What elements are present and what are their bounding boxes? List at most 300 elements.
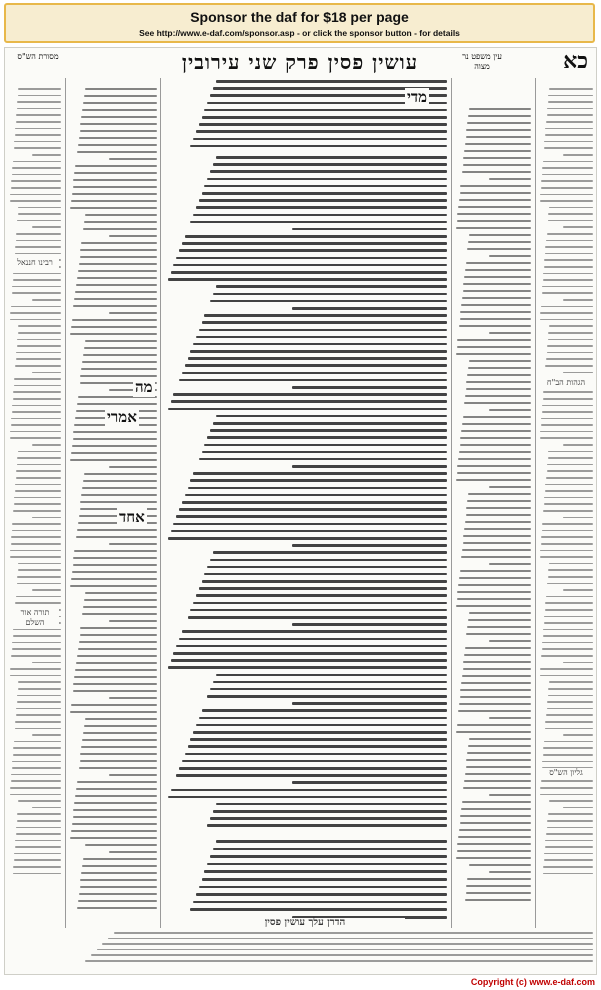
text-line [179,508,447,511]
text-line [76,536,157,538]
text-line [15,721,61,723]
text-line [85,340,157,342]
text-line [202,878,447,881]
text-line [459,829,531,831]
text-line [11,774,61,776]
text-line [460,570,531,572]
text-line [74,298,157,300]
text-line [83,354,157,356]
text-line [462,297,531,299]
text-line [15,846,61,848]
text-line [190,908,447,911]
text-line [563,662,593,664]
sponsor-title: Sponsor the daf for $18 per page [190,9,409,25]
text-line [76,284,157,286]
text-line [74,172,157,174]
text-line [459,199,531,201]
text-line [542,761,593,763]
text-line [545,602,593,604]
text-line [549,88,593,90]
text-line [210,429,447,432]
text-line [457,213,531,215]
text-line [193,731,447,734]
text-line [12,530,61,532]
text-line [15,602,61,604]
text-line [545,365,593,367]
text-line [216,840,447,843]
text-line [548,213,593,215]
text-line [457,850,531,852]
text-line [71,704,157,706]
text-line [12,642,61,644]
text-line [202,192,447,195]
text-line [548,569,593,571]
text-line [171,271,447,274]
text-line [193,214,447,217]
keyword-echad: אחד [119,508,145,526]
text-line [196,724,447,727]
text-line [563,517,593,519]
text-line [78,144,157,146]
text-line [489,563,531,565]
text-line [79,137,157,139]
text-line [543,873,593,875]
text-line [85,88,157,90]
page-title: עושין פסין פרק שני עירובין [181,50,419,74]
text-line [541,306,593,308]
text-line [13,629,61,631]
text-line [81,494,157,496]
text-line [543,161,593,163]
text-line [12,767,61,769]
text-line [292,544,447,547]
text-line [545,840,593,842]
text-line [12,405,61,407]
text-line [541,536,593,538]
text-line [546,240,593,242]
text-line [458,710,531,712]
text-line [77,277,157,279]
text-line [188,616,447,619]
text-line [457,843,531,845]
text-line [465,269,531,271]
text-line [11,780,61,782]
text-line [10,312,61,314]
text-line [489,255,531,257]
text-line [190,738,447,741]
text-line [83,606,157,608]
text-line [12,761,61,763]
text-line [464,780,531,782]
text-line [459,325,531,327]
text-line [540,675,593,677]
text-line [10,200,61,202]
sponsor-subtitle[interactable]: See http://www.e-daf.com/sponsor.asp - or click the sponsor button - for details [139,28,460,38]
text-line [32,226,61,228]
text-line [292,307,447,310]
text-line [182,372,447,375]
text-line [456,227,531,229]
text-line [457,472,531,474]
text-line [292,781,447,784]
text-line [545,484,593,486]
text-line [91,954,593,956]
text-line [15,490,61,492]
text-line [17,813,61,815]
text-line [542,642,593,644]
text-line [544,147,593,149]
text-line [11,180,61,182]
text-line [213,551,447,554]
text-line [75,795,157,797]
text-line [460,815,531,817]
text-line [16,114,61,116]
text-line [463,542,531,544]
text-line [469,234,531,236]
text-line [547,820,593,822]
text-line [15,484,61,486]
text-line [460,822,531,824]
copyright-link[interactable]: Copyright (c) www.e-daf.com [470,977,595,987]
sponsor-banner[interactable] [4,3,595,43]
text-line [16,352,61,354]
text-line [73,305,157,307]
text-line [11,424,61,426]
text-line [469,864,531,866]
text-line [16,714,61,716]
text-line [32,444,61,446]
text-line [171,659,447,662]
text-line [73,179,157,181]
text-line [541,187,593,189]
text-line [467,626,531,628]
text-line [171,530,447,533]
text-line [456,857,531,859]
text-line [458,584,531,586]
text-line [457,220,531,222]
text-line [465,773,531,775]
text-line [32,299,61,301]
text-line [85,718,157,720]
text-line [456,605,531,607]
text-line [11,306,61,308]
text-line [78,648,157,650]
text-line [563,154,593,156]
text-line [168,666,447,669]
text-line [85,960,593,962]
text-line [176,515,447,518]
text-line [542,648,593,650]
text-line [463,283,531,285]
text-line [73,690,157,692]
text-line [13,161,61,163]
text-line [563,444,593,446]
text-line [489,486,531,488]
text-line [458,458,531,460]
text-line [16,833,61,835]
text-line [81,368,157,370]
text-line [190,479,447,482]
text-line [216,674,447,677]
text-line [540,431,593,433]
text-line [17,101,61,103]
text-line [71,200,157,202]
text-line [16,240,61,242]
text-line [14,859,61,861]
text-line [465,647,531,649]
text-line [541,543,593,545]
text-line [204,185,447,188]
text-line [80,879,157,881]
text-line [468,367,531,369]
text-line [542,174,593,176]
text-line [12,648,61,650]
text-line [80,627,157,629]
text-line [176,257,447,260]
text-line [13,273,61,275]
text-line [543,510,593,512]
text-line [547,470,593,472]
text-line [202,451,447,454]
text-line [458,206,531,208]
text-line [210,300,447,303]
column-rule [451,78,452,928]
text-line [461,304,531,306]
text-line [548,695,593,697]
text-line [176,645,447,648]
text-line [80,256,157,258]
text-line [171,400,447,403]
text-line [17,583,61,585]
text-line [543,279,593,281]
text-line [71,830,157,832]
text-line [12,286,61,288]
daf-number: כא [563,48,588,74]
text-line [71,452,157,454]
text-line [466,381,531,383]
text-line [72,193,157,195]
text-line [547,108,593,110]
text-line [173,264,447,267]
text-line [109,312,157,314]
gilyon-label: גליון הש"ס [539,768,593,778]
text-line [16,233,61,235]
text-line [489,332,531,334]
text-line [461,430,531,432]
text-line [541,780,593,782]
text-line [540,194,593,196]
text-line [18,95,61,97]
text-line [457,724,531,726]
text-line [465,521,531,523]
text-line [109,235,157,237]
text-line [204,109,447,112]
text-line [97,949,593,951]
text-line [15,840,61,842]
text-line [457,465,531,467]
text-line [468,493,531,495]
text-line [193,343,447,346]
text-line [458,836,531,838]
text-line [83,732,157,734]
text-line [10,194,61,196]
text-line [456,731,531,733]
text-line [190,609,447,612]
text-line [18,88,61,90]
text-line [71,578,157,580]
text-line [544,259,593,261]
text-line [547,114,593,116]
ein-mishpat-column [539,88,593,928]
text-line [80,123,157,125]
text-line [196,336,447,339]
text-line [32,734,61,736]
text-line [202,116,447,119]
text-line [548,576,593,578]
text-line [544,622,593,624]
text-line [73,683,157,685]
text-line [16,470,61,472]
text-line [10,556,61,558]
text-line [544,853,593,855]
text-line [210,559,447,562]
text-line [199,886,447,889]
text-line [14,141,61,143]
text-line [13,635,61,637]
text-line [460,696,531,698]
text-line [188,487,447,490]
text-line [213,681,447,684]
text-line [10,787,61,789]
text-line [207,436,447,439]
text-line [460,318,531,320]
text-line [544,616,593,618]
text-line [466,388,531,390]
text-line [16,358,61,360]
text-line [548,457,593,459]
text-line [75,165,157,167]
text-line [207,178,447,181]
text-line [18,213,61,215]
text-line [548,688,593,690]
text-line [11,655,61,657]
text-line [547,352,593,354]
text-line [188,357,447,360]
text-line [464,654,531,656]
text-line [12,411,61,413]
text-line [13,754,61,756]
text-line [463,535,531,537]
text-line [17,701,61,703]
text-line [216,80,447,83]
text-line [460,437,531,439]
text-line [207,863,447,866]
text-line [17,695,61,697]
text-line [466,507,531,509]
text-line [80,634,157,636]
text-line [81,746,157,748]
text-line [193,901,447,904]
text-line [548,451,593,453]
text-line [544,497,593,499]
text-line [173,393,447,396]
text-line [216,285,447,288]
text-line [77,907,157,909]
text-line [292,702,447,705]
text-line [468,115,531,117]
text-line [17,220,61,222]
text-line [16,708,61,710]
text-line [82,487,157,489]
text-line [75,669,157,671]
text-line [540,312,593,314]
text-line [459,577,531,579]
text-line [14,385,61,387]
text-line [540,787,593,789]
text-line [32,589,61,591]
text-line [78,270,157,272]
keyword-amri: אמרי [107,408,137,426]
text-line [460,444,531,446]
text-line [463,157,531,159]
text-line [545,246,593,248]
text-line [74,802,157,804]
rashi-column [455,108,531,928]
text-line [546,833,593,835]
text-line [18,332,61,334]
text-line [18,681,61,683]
text-line [179,767,447,770]
text-line [544,266,593,268]
text-line [292,623,447,626]
text-line [83,102,157,104]
text-line [84,95,157,97]
text-line [32,372,61,374]
text-line [202,709,447,712]
text-line [11,418,61,420]
text-line [168,537,447,540]
text-line [80,886,157,888]
text-line [461,682,531,684]
text-line [459,451,531,453]
text-line [13,747,61,749]
text-line [467,878,531,880]
text-line [32,662,61,664]
text-line [18,569,61,571]
ein-mishpat-label: עין משפט נר מצוה [462,52,502,71]
text-line [489,794,531,796]
text-line [70,459,157,461]
text-line [543,754,593,756]
text-line [13,279,61,281]
text-line [79,893,157,895]
text-line [468,241,531,243]
text-line [540,668,593,670]
text-line [102,943,593,945]
text-line [179,638,447,641]
text-line [541,655,593,657]
text-line [199,717,447,720]
text-line [199,123,447,126]
text-line [193,602,447,605]
text-line [15,246,61,248]
text-line [168,408,447,411]
text-line [70,837,157,839]
text-line [543,747,593,749]
text-line [545,253,593,255]
text-line [84,473,157,475]
text-line [464,150,531,152]
